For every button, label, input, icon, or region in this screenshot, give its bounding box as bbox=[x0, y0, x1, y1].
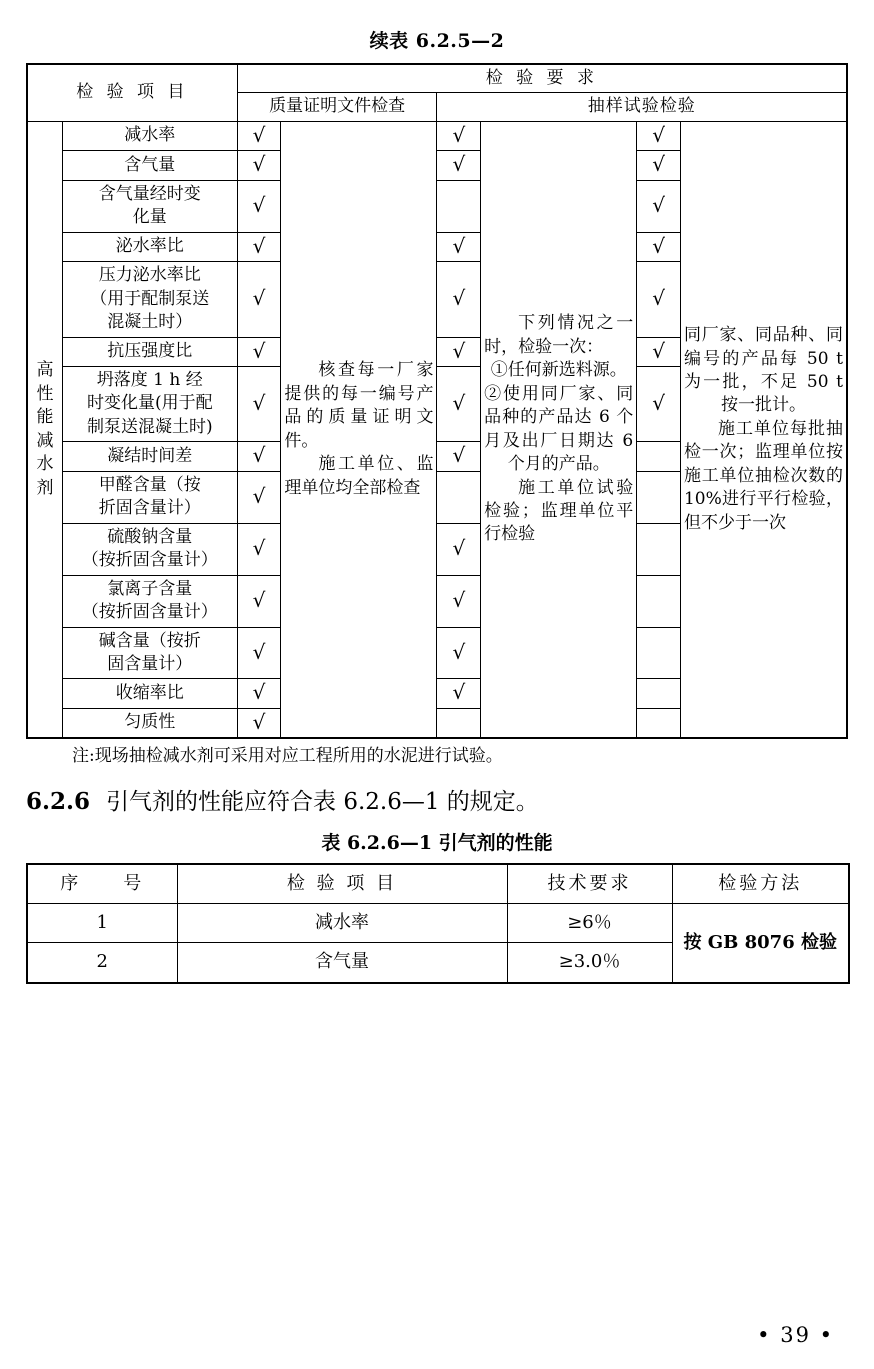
sampling-check-mark: √ bbox=[437, 523, 481, 575]
batch-check-mark: √ bbox=[637, 337, 681, 366]
doc-check-mark: √ bbox=[237, 121, 281, 150]
sampling-check-mark: √ bbox=[437, 151, 481, 180]
doc-check-mark: √ bbox=[237, 471, 281, 523]
item-label: 硫酸钠含量 （按折固含量计） bbox=[62, 523, 237, 575]
clause-number: 6.2.6 bbox=[26, 788, 91, 816]
doc-check-mark: √ bbox=[237, 180, 281, 232]
cell-serial: 1 bbox=[27, 903, 177, 942]
doc-check-mark: √ bbox=[237, 337, 281, 366]
table-row bbox=[27, 121, 847, 150]
item-label: 压力泌水率比 （用于配制泵送 混凝土时） bbox=[62, 262, 237, 337]
doc-check-description: 核查每一厂家提供的每一编号产品的质量证明文件。 施工单位、监理单位均全部检查 bbox=[281, 121, 437, 738]
cell-item: 减水率 bbox=[177, 903, 507, 942]
cell-requirement: ≥3.0％ bbox=[507, 943, 672, 983]
header-serial: 序 号 bbox=[27, 864, 177, 904]
item-label: 减水率 bbox=[62, 121, 237, 150]
batch-description: 同厂家、同品种、同编号的产品每 50 t 为一批，不足 50 t 按一批计。 施工单位每批抽检一次；监理单位按施工单位抽检次数的 10%进行平行检验，但不少于一次 bbox=[680, 121, 847, 738]
sampling-check-mark: √ bbox=[437, 442, 481, 471]
doc-check-mark: √ bbox=[237, 262, 281, 337]
header-requirement: 技术要求 bbox=[507, 864, 672, 904]
doc-check-mark: √ bbox=[237, 575, 281, 627]
sampling-check-mark: √ bbox=[437, 121, 481, 150]
document-page bbox=[0, 26, 874, 1369]
sampling-check-mark: √ bbox=[437, 232, 481, 261]
clause-6-2-6 bbox=[26, 785, 848, 820]
doc-check-mark: √ bbox=[237, 708, 281, 738]
batch-check-mark: √ bbox=[637, 180, 681, 232]
header-item: 检 验 项 目 bbox=[177, 864, 507, 904]
item-label: 含气量 bbox=[62, 151, 237, 180]
sampling-check-mark: √ bbox=[437, 337, 481, 366]
item-label: 含气量经时变 化量 bbox=[62, 180, 237, 232]
batch-check-mark: √ bbox=[637, 366, 681, 441]
header-sampling: 抽样试验检验 bbox=[437, 93, 847, 121]
doc-check-mark: √ bbox=[237, 442, 281, 471]
sampling-check-mark: √ bbox=[437, 366, 481, 441]
batch-check-mark bbox=[637, 575, 681, 627]
sampling-check-mark bbox=[437, 180, 481, 232]
doc-check-mark: √ bbox=[237, 523, 281, 575]
batch-check-mark bbox=[637, 523, 681, 575]
table-note: 注:现场抽检减水剂可采用对应工程所用的水泥进行试验。 bbox=[72, 746, 503, 767]
sampling-condition-description: 下列情况之一时，检验一次： ①任何新选料源。 ②使用同厂家、同品种的产品达 6 个月及出厂日期达 6 个月的产品。 施工单位试验检验；监理单位平行检验 bbox=[481, 121, 637, 738]
table-header-row bbox=[27, 864, 849, 904]
doc-check-mark: √ bbox=[237, 627, 281, 679]
cell-requirement: ≥6％ bbox=[507, 903, 672, 942]
batch-check-mark bbox=[637, 442, 681, 471]
item-label: 收缩率比 bbox=[62, 679, 237, 708]
doc-check-mark: √ bbox=[237, 232, 281, 261]
sampling-check-mark: √ bbox=[437, 627, 481, 679]
sampling-check-mark bbox=[437, 708, 481, 738]
header-requirement: 检 验 要 求 bbox=[237, 64, 847, 93]
batch-check-mark bbox=[637, 708, 681, 738]
batch-check-mark: √ bbox=[637, 262, 681, 337]
item-label: 匀质性 bbox=[62, 708, 237, 738]
item-label: 甲醛含量（按 折固含量计） bbox=[62, 471, 237, 523]
batch-check-mark bbox=[637, 471, 681, 523]
category-cell: 高 性 能 减 水 剂 bbox=[27, 121, 62, 738]
doc-check-mark: √ bbox=[237, 151, 281, 180]
sampling-check-mark: √ bbox=[437, 262, 481, 337]
table-626-caption: 表 6.2.6—1 引气剂的性能 bbox=[321, 831, 553, 854]
page-number: • 39 • bbox=[757, 1323, 834, 1347]
table-row bbox=[27, 903, 849, 942]
item-label: 氯离子含量 （按折固含量计） bbox=[62, 575, 237, 627]
table-continued-caption: 续表 6.2.5—2 bbox=[369, 30, 505, 52]
sampling-check-mark: √ bbox=[437, 575, 481, 627]
item-label: 抗压强度比 bbox=[62, 337, 237, 366]
clause-text: 引气剂的性能应符合表 6.2.6—1 的规定。 bbox=[106, 789, 539, 816]
cell-item: 含气量 bbox=[177, 943, 507, 983]
item-label: 凝结时间差 bbox=[62, 442, 237, 471]
doc-check-mark: √ bbox=[237, 679, 281, 708]
inspection-requirements-table bbox=[26, 63, 848, 739]
header-item: 检 验 项 目 bbox=[27, 64, 237, 121]
batch-check-mark: √ bbox=[637, 232, 681, 261]
batch-check-mark: √ bbox=[637, 121, 681, 150]
header-doc-check: 质量证明文件检查 bbox=[237, 93, 437, 121]
air-entraining-agent-table bbox=[26, 863, 850, 984]
cell-serial: 2 bbox=[27, 943, 177, 983]
cell-method: 按 GB 8076 检验 bbox=[672, 903, 849, 982]
item-label: 碱含量（按折 固含量计） bbox=[62, 627, 237, 679]
item-label: 坍落度 1 h 经 时变化量(用于配 制泵送混凝土时) bbox=[62, 366, 237, 441]
table-header-row-1 bbox=[27, 64, 847, 93]
batch-check-mark: √ bbox=[637, 151, 681, 180]
doc-check-mark: √ bbox=[237, 366, 281, 441]
batch-check-mark bbox=[637, 679, 681, 708]
header-method: 检验方法 bbox=[672, 864, 849, 904]
batch-check-mark bbox=[637, 627, 681, 679]
item-label: 泌水率比 bbox=[62, 232, 237, 261]
sampling-check-mark bbox=[437, 471, 481, 523]
sampling-check-mark: √ bbox=[437, 679, 481, 708]
